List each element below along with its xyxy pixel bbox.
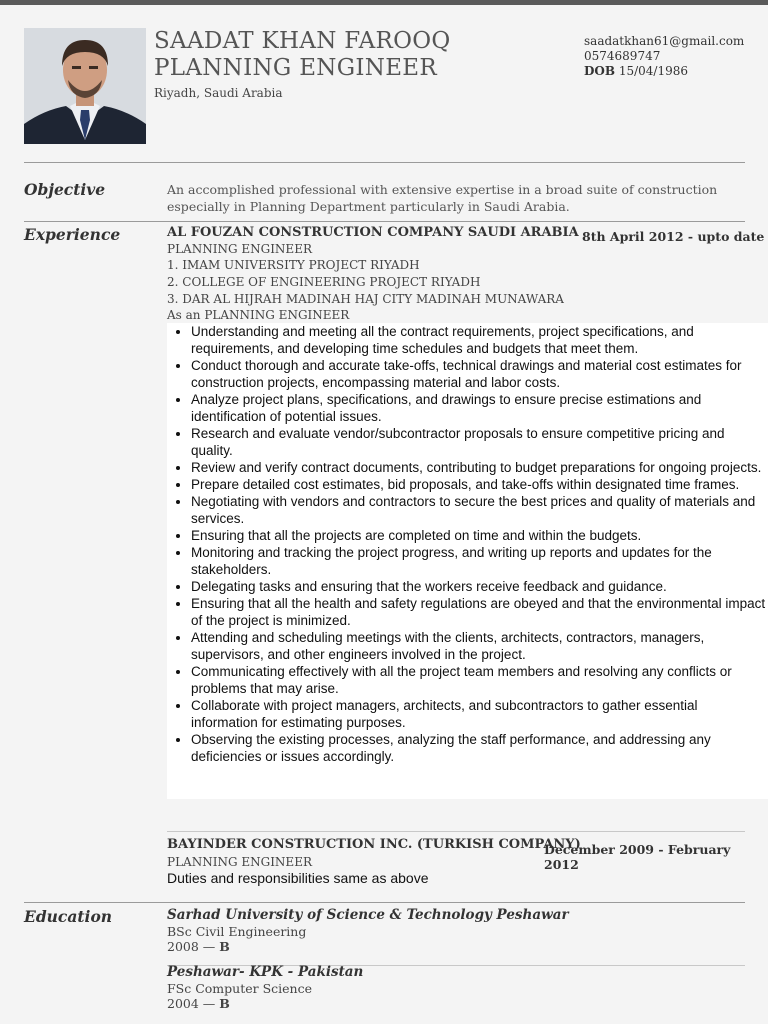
duty-item: • Ensuring that all the projects are completed on time and within the budgets. (191, 527, 768, 544)
duty-item: • Communicating effectively with all the project team members and resolving any conflicts or problems that may arise. (191, 663, 768, 697)
job1-project: 2. COLLEGE OF ENGINEERING PROJECT RIYADH (167, 275, 481, 289)
edu-degree: FSc Computer Science (167, 981, 312, 996)
job1-project: 1. IMAM UNIVERSITY PROJECT RIYADH (167, 258, 420, 272)
duty-item: • Analyze project plans, specifications, and drawings to ensure precise estimations and identification of potential issues. (191, 391, 768, 425)
candidate-name: SAADAT KHAN FAROOQ (154, 28, 451, 54)
objective-line: especially in Planning Department particularly in Saudi Arabia. (167, 199, 570, 214)
duty-list (167, 323, 768, 765)
contact-email[interactable]: saadatkhan61@gmail.com (584, 34, 745, 48)
objective-text (167, 181, 727, 215)
duty-item: • Research and evaluate vendor/subcontractor proposals to ensure competitive pricing and quality. (191, 425, 768, 459)
section-title-objective: Objective (24, 180, 106, 199)
duty-item: • Monitoring and tracking the project progress, and writing up reports and updates for the stakeholders. (191, 544, 768, 578)
edu-degree: BSc Civil Engineering (167, 924, 307, 939)
section-divider (24, 902, 745, 903)
job2-note: Duties and responsibilities same as above (167, 870, 429, 886)
duty-item: • Understanding and meeting all the contract requirements, project specifications, and requirements, and developing time schedules and budgets that meet them. (191, 323, 768, 357)
contact-dob (584, 64, 744, 79)
contact-block (584, 34, 744, 79)
job1-role: PLANNING ENGINEER (167, 242, 312, 256)
edu-grade: B (219, 939, 230, 954)
edu-school: Sarhad University of Science & Technology Peshawar (167, 907, 569, 923)
name-block (154, 28, 451, 100)
edu-grade: B (219, 996, 230, 1011)
job1-duties (167, 323, 768, 799)
job2-company: BAYINDER CONSTRUCTION INC. (TURKISH COMPANY) (167, 837, 581, 852)
job2-role: PLANNING ENGINEER (167, 855, 312, 869)
job1-company: AL FOUZAN CONSTRUCTION COMPANY SAUDI ARABIA (167, 225, 579, 240)
job1-dates: 8th April 2012 - upto date (582, 229, 765, 244)
duty-item: • Delegating tasks and ensuring that the workers receive feedback and guidance. (191, 578, 768, 595)
profile-photo (24, 28, 146, 144)
section-title-education: Education (24, 907, 113, 926)
top-bar (0, 0, 768, 5)
section-divider (24, 221, 745, 222)
duty-item: • Review and verify contract documents, contributing to budget preparations for ongoing projects. (191, 459, 768, 476)
objective-line: An accomplished professional with extensive expertise in a broad suite of construction (167, 182, 718, 197)
section-title-experience: Experience (24, 225, 121, 244)
dob-label: DOB (584, 64, 616, 78)
edu-school: Peshawar- KPK - Pakistan (167, 964, 364, 980)
edu-year-value: 2008 — (167, 939, 216, 954)
job1-project: 3. DAR AL HIJRAH MADINAH HAJ CITY MADINAH MUNAWARA (167, 292, 564, 306)
candidate-title: PLANNING ENGINEER (154, 55, 437, 81)
duty-item: • Negotiating with vendors and contractors to secure the best prices and quality of materials and services. (191, 493, 768, 527)
edu-year (167, 939, 230, 955)
job-divider (167, 831, 745, 832)
job2-dates: December 2009 - February 2012 (544, 842, 731, 872)
duty-item: • Prepare detailed cost estimates, bid proposals, and take-offs within designated time frames. (191, 476, 768, 493)
dob-value: 15/04/1986 (618, 64, 689, 78)
candidate-location: Riyadh, Saudi Arabia (154, 86, 283, 100)
duty-item: • Collaborate with project managers, architects, and subcontractors to gather essential information for estimating purposes. (191, 697, 768, 731)
contact-phone: 0574689747 (584, 49, 661, 63)
duty-item: • Observing the existing processes, analyzing the staff performance, and addressing any deficiencies or issues accordingly. (191, 731, 768, 765)
job1-as-role: As an PLANNING ENGINEER (167, 308, 350, 322)
duty-item: • Attending and scheduling meetings with the clients, architects, contractors, managers, supervisors, and other engineers involved in the project. (191, 629, 768, 663)
header-divider (24, 162, 745, 163)
edu-year (167, 996, 230, 1012)
edu-year-value: 2004 — (167, 996, 216, 1011)
duty-item: • Conduct thorough and accurate take-offs, technical drawings and material cost estimates for construction projects, encompassing material and labor costs. (191, 357, 768, 391)
duty-item: • Ensuring that all the health and safety regulations are obeyed and that the environmental impact of the project is minimized. (191, 595, 768, 629)
